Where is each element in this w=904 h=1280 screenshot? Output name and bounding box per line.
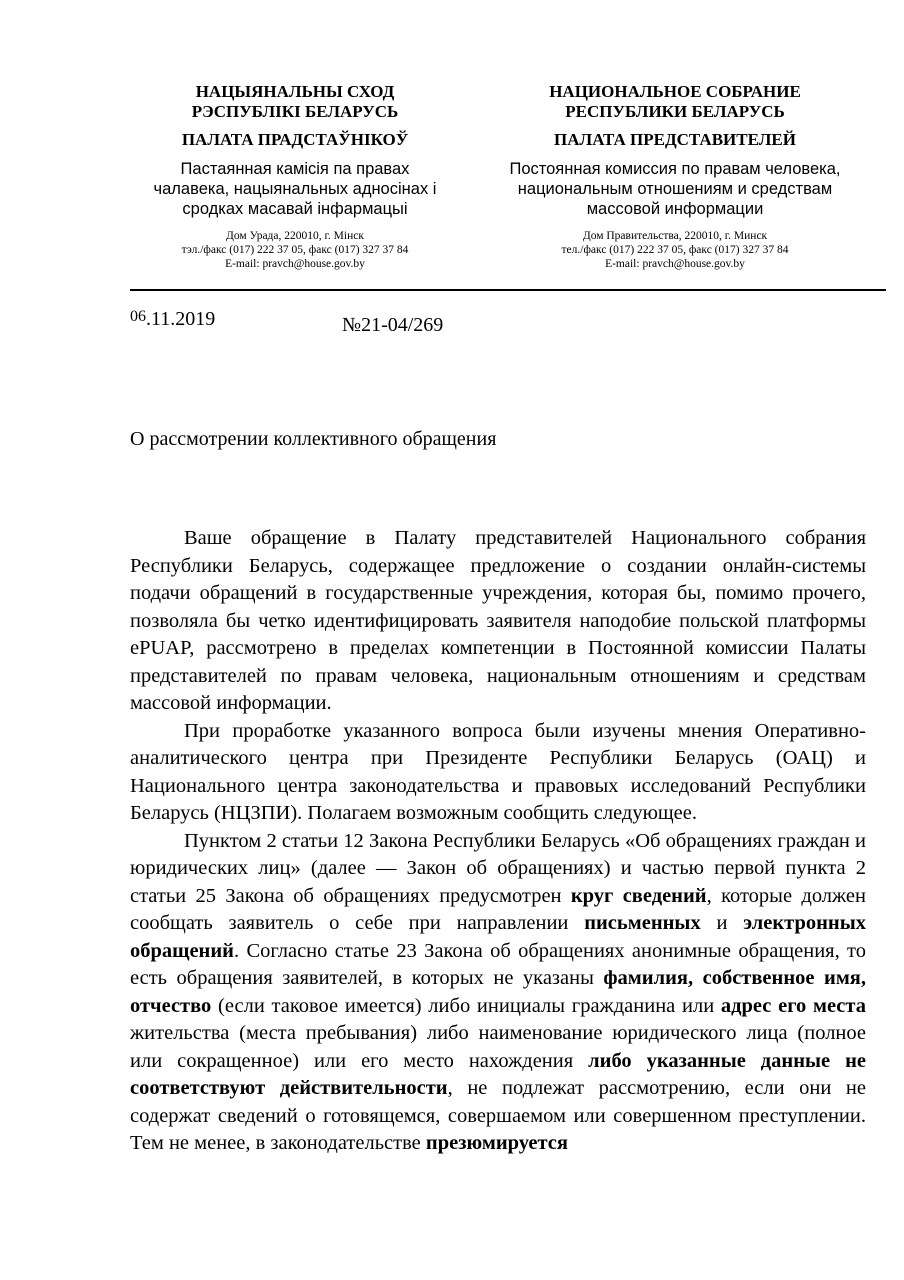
- document-body: [130, 525, 866, 1158]
- emphasis: либо указанные данные не соответствуют действительности: [130, 1049, 866, 1099]
- emphasis: электронных обращений: [130, 912, 866, 962]
- org-name-ru: НАЦИОНАЛЬНОЕ СОБРАНИЕ РЕСПУБЛИКИ БЕЛАРУСЬ: [549, 82, 801, 121]
- document-subject: О рассмотрении коллективного обращения: [130, 428, 497, 450]
- commission-name-ru: Постоянная комиссия по правам человека, национальным отношениям и средствам массовой информации: [509, 160, 841, 218]
- header-divider: [130, 289, 886, 291]
- commission-name-be: Пастаянная камісія па правах чалавека, нацыянальных адносінах і сродках масавай інфармацыі: [153, 160, 437, 218]
- org-name-be: НАЦЫЯНАЛЬНЫ СХОД РЭСПУБЛІКІ БЕЛАРУСЬ: [191, 82, 399, 121]
- emphasis: адрес его места: [720, 994, 866, 1017]
- emphasis: письменных: [584, 912, 701, 934]
- paragraph-3: Пунктом 2 статьи 12 Закона Республики Беларусь «Об обращениях граждан и юридических лиц» (далее — Закон об обращениях) и частью первой пункта 2 статьи 25 Закона об обращениях предусмотрен круг сведений, которые должен сообщать заявитель о себе при направлении письменных и электронных обращений. Согласно статье 23 Закона об обращениях анонимные обращения, то есть обращения заявителей, в которых не указаны фамилия, собственное имя, отчество (если таковое имеется) либо инициалы гражданина или адрес его места жительства (места пребывания) либо наименование юридического лица (полное или сокращенное) или его место нахождения либо указанные данные не соответствуют действительности, не подлежат рассмотрению, если они не содержат сведений о готовящемся, совершаемом или совершенном преступлении. Тем не менее, в законодательстве презюмируется: [130, 829, 866, 1154]
- paragraph-2: При проработке указанного вопроса были изучены мнения Оперативно-аналитического центра при Президенте Республики Беларусь (ОАЦ) и Национального центра законодательства и правовых исследований Республики Беларусь (НЦЗПИ). Полагаем возможным сообщить следующее.: [130, 719, 866, 824]
- address: Дом Урада, 220010, г. Мінск: [226, 230, 364, 242]
- address: Дом Правительства, 220010, г. Минск: [582, 230, 768, 242]
- emphasis: круг сведений: [570, 884, 707, 907]
- chamber-name-be: ПАЛАТА ПРАДСТАЎНІКОЎ: [181, 130, 409, 149]
- document-number: №21-04/269: [342, 314, 444, 336]
- contacts-ru: [480, 229, 870, 271]
- phone: тел./факс (017) 222 37 05, факс (017) 327 37 84: [561, 244, 789, 256]
- phone: тэл./факс (017) 222 37 05, факс (017) 327 37 84: [181, 244, 409, 256]
- emphasis: презюмируется: [425, 1132, 568, 1154]
- contacts-be: [130, 229, 460, 271]
- letterhead-russian: [480, 82, 870, 271]
- emphasis: фамилия, собственное имя, отчество: [130, 967, 866, 1017]
- chamber-name-ru: ПАЛАТА ПРЕДСТАВИТЕЛЕЙ: [554, 130, 796, 149]
- paragraph-1: Ваше обращение в Палату представителей Национального собрания Республики Беларусь, содержащее предложение о создании онлайн-системы подачи обращений в государственные учреждения, которая бы, помимо прочего, позволяла бы четко идентифицировать заявителя наподобие польской платформы ePUAP, рассмотрено в пределах компетенции в Постоянной комиссии Палаты представителей по правам человека, национальным отношениям и средствам массовой информации.: [130, 527, 866, 714]
- letterhead-belarusian: [130, 82, 460, 271]
- document-date: $^{06}$.11.2019: [130, 308, 216, 330]
- email: E-mail: pravch@house.gov.by: [605, 258, 745, 270]
- email: E-mail: pravch@house.gov.by: [225, 258, 365, 270]
